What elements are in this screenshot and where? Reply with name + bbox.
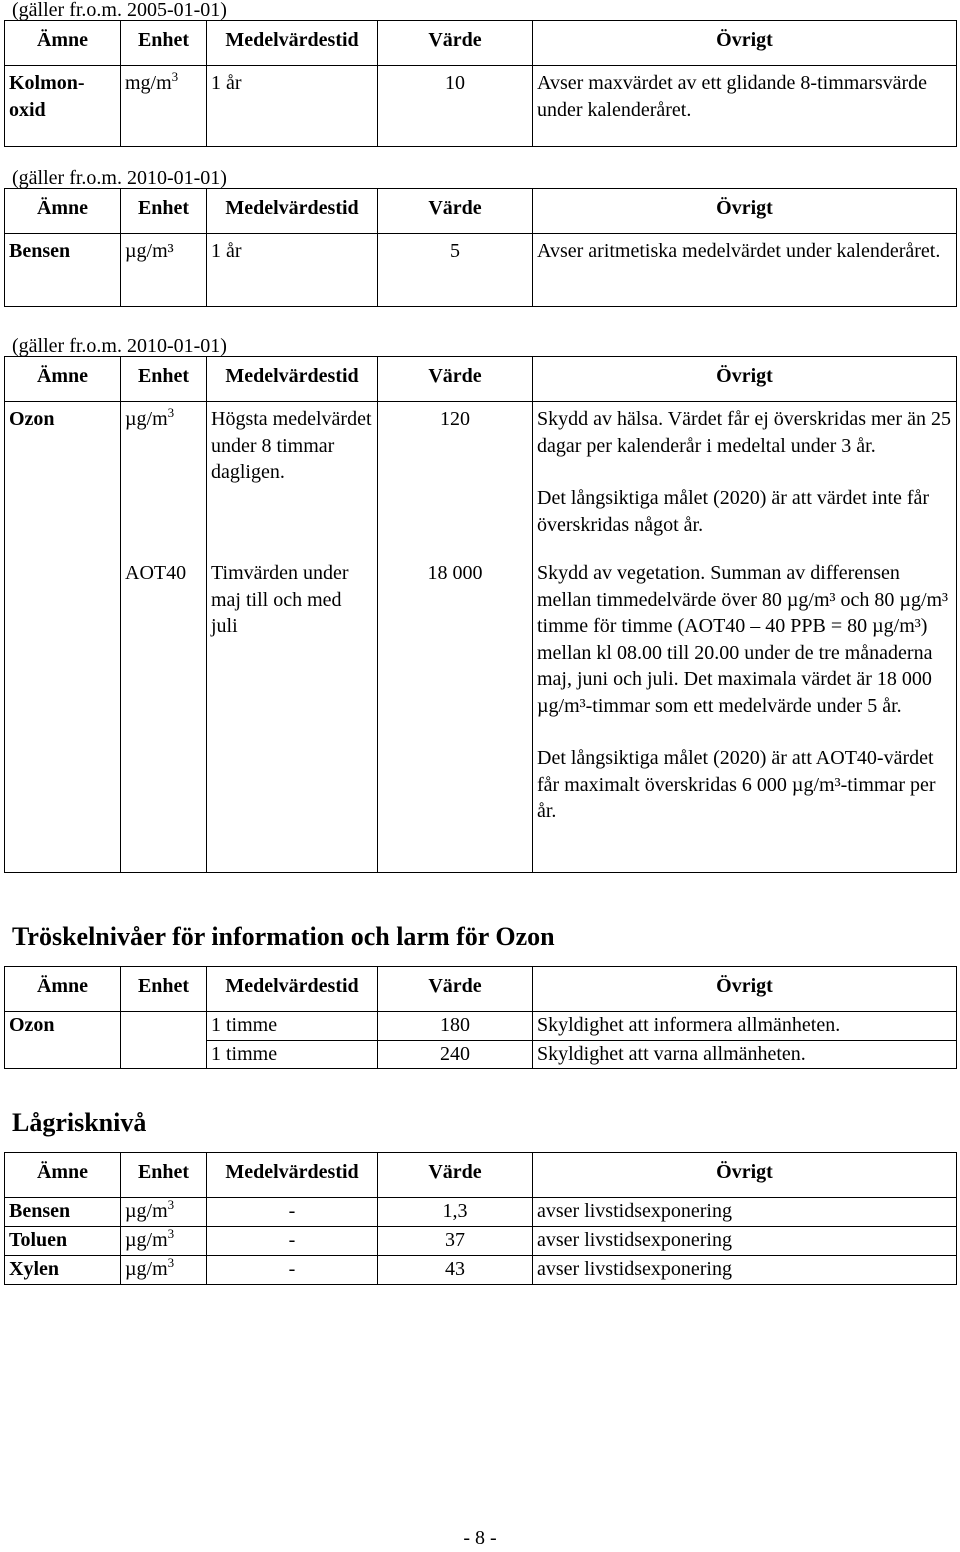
header-varde: Värde: [378, 1153, 533, 1198]
ovrigt-paragraph: Det långsiktiga målet (2020) är att AOT40-värdet får maximalt överskridas 6 000 µg/m³-timmar per år.: [537, 747, 936, 822]
header-ovrigt: Övrigt: [533, 21, 957, 66]
cell-ovrigt: avser livstidsexponering: [533, 1227, 957, 1256]
cell-amne: Ozon: [5, 1012, 121, 1041]
table-row: [5, 1012, 957, 1041]
header-amne: Ämne: [5, 1153, 121, 1198]
header-varde: Värde: [378, 357, 533, 402]
header-medelvardestid: Medelvärdestid: [207, 357, 378, 402]
cell-amne: Xylen: [5, 1256, 121, 1285]
cell-varde: 180: [378, 1012, 533, 1041]
cell-varde: 1,3: [378, 1198, 533, 1227]
cell-amne-empty: [5, 560, 121, 873]
cell-ovrigt: Avser aritmetiska medelvärdet under kalenderåret.: [533, 234, 957, 307]
header-enhet: Enhet: [121, 21, 207, 66]
header-amne: Ämne: [5, 21, 121, 66]
header-medelvardestid: Medelvärdestid: [207, 1153, 378, 1198]
cell-medelvardestid: 1 år: [207, 234, 378, 307]
header-amne: Ämne: [5, 189, 121, 234]
cell-medelvardestid: Högsta medelvärdet under 8 timmar dagligen.: [207, 402, 378, 561]
cell-varde: 37: [378, 1227, 533, 1256]
table-ozon: [4, 356, 957, 873]
validity-caption-2005: (gäller fr.o.m. 2005-01-01): [12, 0, 227, 21]
ovrigt-paragraph: Skydd av hälsa. Värdet får ej överskridas mer än 25 dagar per kalenderår i medeltal under 3 år.: [537, 408, 951, 457]
cell-medelvardestid: 1 år: [207, 66, 378, 147]
cell-varde: 43: [378, 1256, 533, 1285]
cell-ovrigt: [533, 402, 957, 561]
cell-enhet: µg/m³: [121, 234, 207, 307]
header-medelvardestid: Medelvärdestid: [207, 967, 378, 1012]
header-medelvardestid: Medelvärdestid: [207, 189, 378, 234]
table-header-row: [5, 21, 957, 66]
cell-enhet: $\mu g/m^3$: [121, 1256, 207, 1285]
header-varde: Värde: [378, 21, 533, 66]
cell-medelvardestid: -: [207, 1256, 378, 1285]
cell-ovrigt: Avser maxvärdet av ett glidande 8-timmarsvärde under kalenderåret.: [533, 66, 957, 147]
validity-caption-2010-ozon: (gäller fr.o.m. 2010-01-01): [12, 335, 227, 357]
header-varde: Värde: [378, 967, 533, 1012]
cell-amne: Bensen: [5, 234, 121, 307]
header-ovrigt: Övrigt: [533, 1153, 957, 1198]
cell-ovrigt: avser livstidsexponering: [533, 1198, 957, 1227]
table-header-row: [5, 357, 957, 402]
cell-amne: Toluen: [5, 1227, 121, 1256]
cell-medelvardestid: 1 timme: [207, 1040, 378, 1069]
cell-ovrigt: Skyldighet att varna allmänheten.: [533, 1040, 957, 1069]
header-enhet: Enhet: [121, 1153, 207, 1198]
cell-amne: Ozon: [5, 402, 121, 561]
header-amne: Ämne: [5, 357, 121, 402]
cell-ovrigt: Skyldighet att informera allmänheten.: [533, 1012, 957, 1041]
cell-ovrigt: avser livstidsexponering: [533, 1256, 957, 1285]
header-ovrigt: Övrigt: [533, 357, 957, 402]
cell-amne-empty: [5, 1040, 121, 1069]
table-row: [5, 1198, 957, 1227]
ovrigt-paragraph: Det långsiktiga målet (2020) är att värdet inte får överskridas något år.: [537, 487, 930, 536]
header-ovrigt: Övrigt: [533, 189, 957, 234]
header-enhet: Enhet: [121, 189, 207, 234]
cell-varde: 10: [378, 66, 533, 147]
cell-amne: Bensen: [5, 1198, 121, 1227]
page-number: - 8 -: [463, 1527, 497, 1549]
table-row: [5, 234, 957, 307]
table-row: [5, 560, 957, 873]
table-row: [5, 402, 957, 561]
table-row: [5, 66, 957, 147]
table-header-row: [5, 967, 957, 1012]
cell-varde: 5: [378, 234, 533, 307]
cell-enhet: AOT40: [121, 560, 207, 873]
cell-medelvardestid: -: [207, 1198, 378, 1227]
cell-amne: Kolmon-oxid: [5, 66, 121, 147]
cell-enhet: $\mu g/m^3$: [121, 1198, 207, 1227]
header-amne: Ämne: [5, 967, 121, 1012]
cell-varde: 18 000: [378, 560, 533, 873]
table-bensen: [4, 188, 957, 307]
header-enhet: Enhet: [121, 357, 207, 402]
cell-medelvardestid: -: [207, 1227, 378, 1256]
cell-ovrigt: [533, 560, 957, 873]
header-enhet: Enhet: [121, 967, 207, 1012]
cell-enhet-empty: [121, 1040, 207, 1069]
table-header-row: [5, 189, 957, 234]
cell-enhet: $mg/m^3$: [121, 66, 207, 147]
header-ovrigt: Övrigt: [533, 967, 957, 1012]
cell-varde: 120: [378, 402, 533, 561]
table-row: [5, 1256, 957, 1285]
cell-medelvardestid: Timvärden under maj till och med juli: [207, 560, 378, 873]
table-header-row: [5, 1153, 957, 1198]
cell-enhet-empty: [121, 1012, 207, 1041]
section-heading-troskelnivaer: Tröskelnivåer för information och larm för Ozon: [12, 922, 555, 951]
cell-medelvardestid: 1 timme: [207, 1012, 378, 1041]
section-heading-lagrisikniva: Lågrisknivå: [12, 1108, 147, 1137]
cell-enhet: $\mu g/m^3$: [121, 402, 207, 561]
cell-enhet: $\mu g/m^3$: [121, 1227, 207, 1256]
table-row: [5, 1227, 957, 1256]
table-kolmonoxid: [4, 20, 957, 147]
table-troskelnivaer: [4, 966, 957, 1069]
header-medelvardestid: Medelvärdestid: [207, 21, 378, 66]
header-varde: Värde: [378, 189, 533, 234]
table-lagrisikniva: [4, 1152, 957, 1285]
ovrigt-paragraph: Skydd av vegetation. Summan av differensen mellan timmedelvärde över 80 µg/m³ och 80 µg/m³ timme för timme (AOT40 – 40 PPB = 80 µg/m³) mellan kl 08.00 till 20.00 under de tre månaderna maj, juni och juli. Det maximala värdet är 18 000 µg/m³-timmar som ett medelvärde under 5 år.: [537, 562, 949, 717]
cell-varde: 240: [378, 1040, 533, 1069]
validity-caption-2010-bensen: (gäller fr.o.m. 2010-01-01): [12, 167, 227, 189]
table-row: [5, 1040, 957, 1069]
